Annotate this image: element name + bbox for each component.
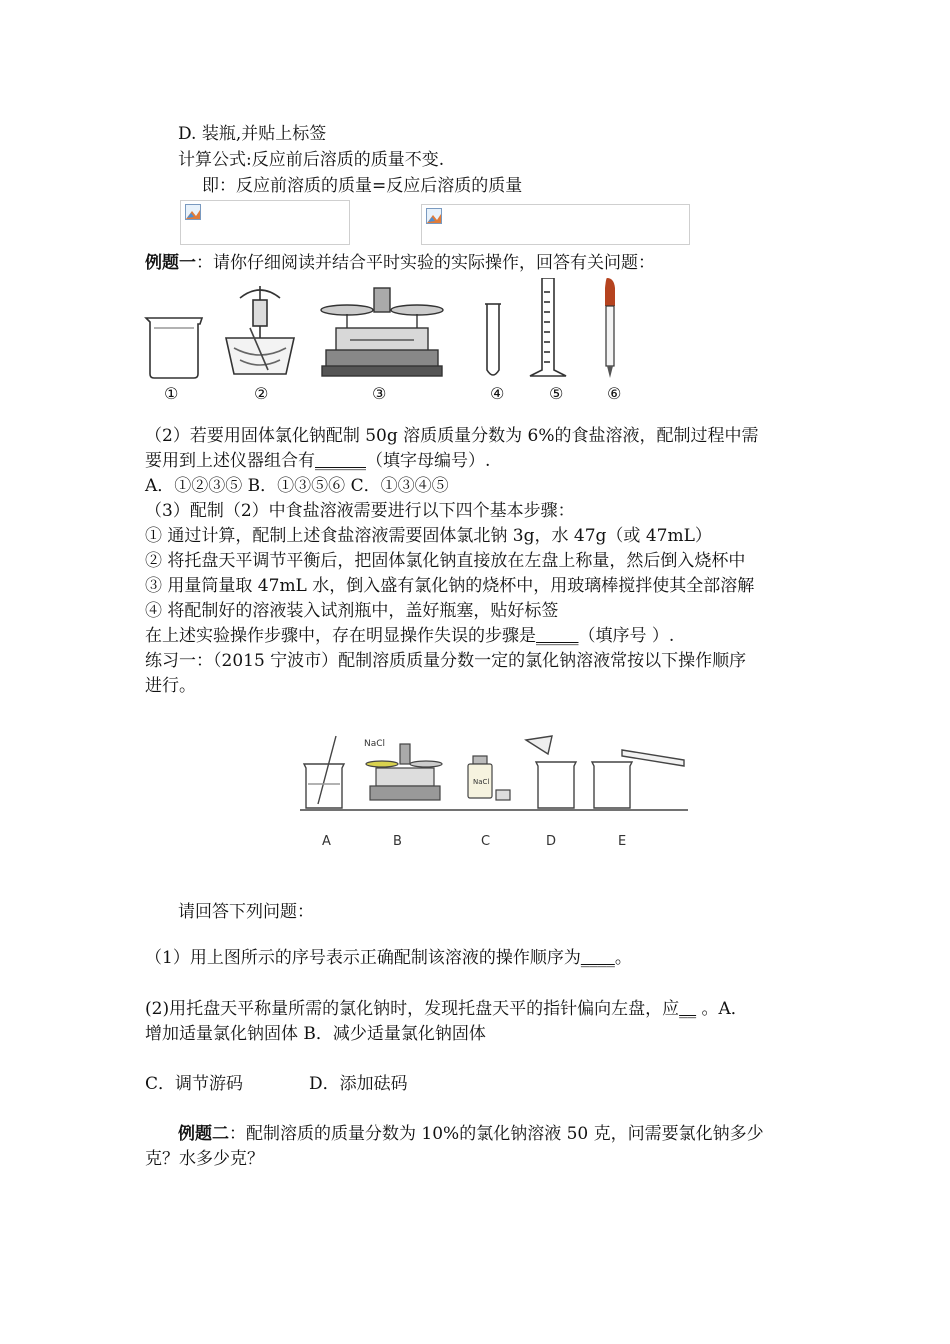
question-3-text: 在上述实验操作步骤中，存在明显操作失误的步骤是 [145, 626, 536, 646]
weighing-balance-icon [366, 744, 442, 800]
answer-1-blank: ____ [580, 948, 615, 968]
question-2-text: 要用到上述仪器组合有 [145, 451, 315, 471]
beaker-icon [146, 318, 202, 378]
formula-line: 计算公式:反应前后溶质的质量不变. [178, 150, 445, 170]
stirring-beaker-icon [304, 736, 344, 808]
option-d-line: D. 装瓶,并贴上标签 [178, 124, 327, 144]
graduated-cylinder-icon [530, 278, 566, 376]
question-2-blank: ______ [315, 451, 366, 471]
formula-explain-line: 即：反应前溶质的质量=反应后溶质的质量 [202, 176, 523, 196]
question-3-blank: _____ [536, 626, 579, 646]
nacl-label-b: NaCl [364, 739, 386, 749]
operation-label-b: B [393, 834, 402, 849]
example-one-label: 例题一 [145, 253, 196, 273]
operation-label-a: A [322, 834, 331, 849]
dropper-icon [605, 278, 615, 378]
cylinder-pouring-icon [592, 750, 684, 808]
practice-one-line-1: 练习一：（2015 宁波市）配制溶质质量分数一定的氯化钠溶液常按以下操作顺序 [145, 651, 747, 671]
formula-image-placeholder-1 [180, 200, 350, 245]
example-two-label: 例题二 [178, 1124, 229, 1144]
answer-2-text: (2)用托盘天平称量所需的氯化钠时，发现托盘天平的指针偏向左盘，应 [145, 999, 680, 1019]
apparatus-label-4: ④ [490, 384, 505, 403]
example-two-line-2: 克？水多少克？ [145, 1149, 264, 1169]
broken-image-icon [426, 208, 442, 224]
apparatus-label-2: ② [254, 384, 269, 403]
operation-figure [296, 732, 698, 822]
answer-1-end: 。 [614, 948, 632, 968]
answer-2-line-2: 增加适量氯化钠固体 B．减少适量氯化钠固体 [145, 1024, 486, 1044]
answer-1-text: （1）用上图所示的序号表示正确配制该溶液的操作顺序为 [145, 948, 581, 968]
practice-one-line-2: 进行。 [145, 676, 196, 696]
operation-label-d: D [546, 834, 557, 849]
test-tube-icon [485, 304, 501, 375]
step-4: ④ 将配制好的溶液装入试剂瓶中，盖好瓶塞，贴好标签 [145, 601, 559, 621]
question-3-hint: （填序号 ）. [578, 626, 675, 646]
operation-label-e: E [618, 834, 627, 849]
broken-image-icon [185, 204, 201, 220]
answer-prompt: 请回答下列问题： [178, 902, 314, 922]
step-3: ③ 用量筒量取 47mL 水，倒入盛有氯化钠的烧杯中，用玻璃棒搅拌使其全部溶解 [145, 576, 755, 596]
apparatus-figure [140, 278, 640, 408]
heating-basket-icon [226, 286, 294, 374]
nacl-label-c: NaCl [473, 778, 490, 786]
question-2-hint: （填字母编号）. [366, 451, 491, 471]
example-two-text: ：配制溶质的质量分数为 10%的氯化钠溶液 50 克，问需要氯化钠多少 [229, 1124, 764, 1144]
formula-image-placeholder-2 [421, 204, 690, 245]
example-one-text: ：请你仔细阅读并结合平时实验的实际操作，回答有关问题： [196, 253, 655, 273]
answer-1-line [145, 946, 632, 970]
answer-2-option-a-prefix: 。A． [696, 999, 748, 1019]
question-2-options: A．①②③⑤ B．①③⑤⑥ C．①③④⑤ [145, 476, 449, 496]
apparatus-label-5: ⑤ [549, 384, 564, 403]
question-2-line-2 [145, 449, 490, 473]
apparatus-label-6: ⑥ [607, 384, 622, 403]
answer-2-blank: __ [679, 999, 697, 1019]
question-3-ask [145, 624, 674, 648]
answer-2-line-1 [145, 997, 748, 1021]
answer-2-option-d: D．添加砝码 [309, 1074, 408, 1094]
example-two-line [178, 1122, 764, 1146]
question-3-intro: （3）配制（2）中食盐溶液需要进行以下四个基本步骤： [145, 501, 575, 521]
balance-icon [321, 288, 443, 376]
apparatus-label-3: ③ [372, 384, 387, 403]
apparatus-label-1: ① [164, 384, 179, 403]
example-one-line [145, 251, 655, 275]
question-2-line-1: （2）若要用固体氯化钠配制 50g 溶质质量分数为 6%的食盐溶液，配制过程中需 [145, 426, 759, 446]
step-1: ① 通过计算，配制上述食盐溶液需要固体氯北钠 3g，水 47g（或 47mL） [145, 526, 712, 546]
operation-label-c: C [481, 834, 491, 849]
answer-2-option-c: C．调节游码 [145, 1074, 244, 1094]
step-2: ② 将托盘天平调节平衡后，把固体氯化钠直接放在左盘上称量，然后倒入烧杯中 [145, 551, 746, 571]
pouring-beaker-icon [526, 736, 576, 808]
